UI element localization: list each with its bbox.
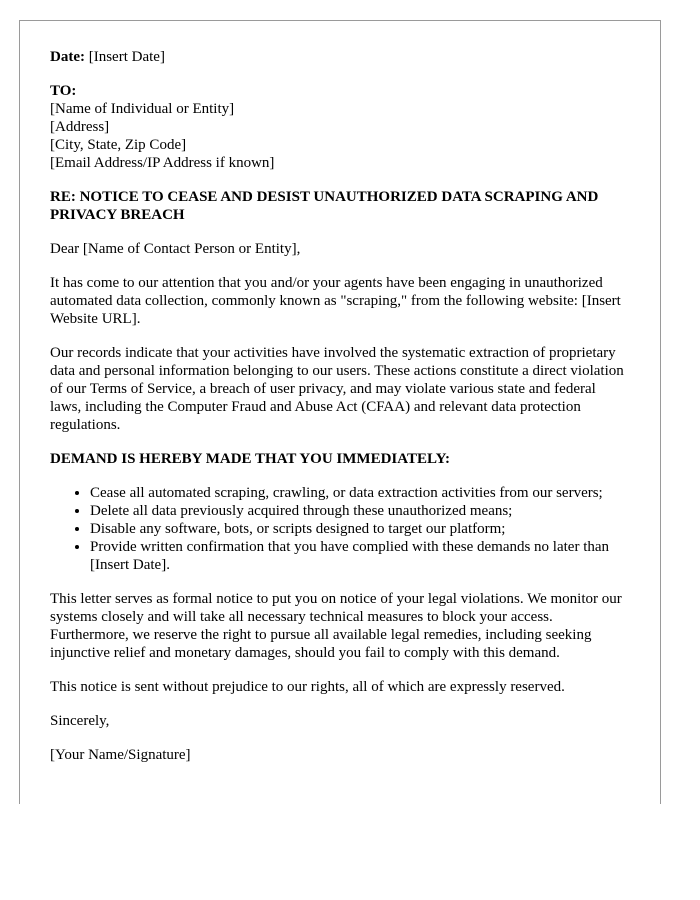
recipient-city-state-zip: [City, State, Zip Code] (50, 137, 187, 153)
date-line (50, 48, 630, 66)
demand-item: • Cease all automated scraping, crawling, or data extraction activities from our servers; (90, 484, 630, 502)
demand-heading: DEMAND IS HEREBY MADE THAT YOU IMMEDIATELY: (50, 451, 451, 467)
body-paragraph-1: It has come to our attention that you and/or your agents have been engaging in unauthorized automated data collection, commonly known as "scraping," from the following website: [Insert Website URL]. (50, 275, 621, 327)
demand-item: • Disable any software, bots, or scripts designed to target our platform; (90, 520, 630, 538)
sign-off: Sincerely, (50, 713, 110, 729)
demand-item: • Provide written confirmation that you have complied with these demands no later than [Insert Date]. (90, 538, 630, 574)
date-value: [Insert Date] (84, 49, 165, 65)
recipient-email-ip: [Email Address/IP Address if known] (50, 155, 275, 171)
signature-placeholder: [Your Name/Signature] (50, 747, 191, 763)
subject-heading: RE: NOTICE TO CEASE AND DESIST UNAUTHORIZED DATA SCRAPING AND PRIVACY BREACH (50, 189, 599, 223)
date-label: Date: (50, 49, 85, 65)
closing-paragraph-2: This notice is sent without prejudice to our rights, all of which are expressly reserved. (50, 679, 565, 695)
recipient-address: [Address] (50, 119, 110, 135)
recipient-block (50, 82, 630, 172)
closing-paragraph-1: This letter serves as formal notice to put you on notice of your legal violations. We monitor our systems closely and will take all necessary technical measures to block your access. Furthermore, we reserve the right to pursue all available legal remedies, including seeking injunctive relief and monetary damages, should you fail to comply with this demand. (50, 591, 622, 661)
demand-item: • Delete all data previously acquired through these unauthorized means; (90, 502, 630, 520)
letter-page (19, 20, 661, 804)
salutation: Dear [Name of Contact Person or Entity], (50, 241, 301, 257)
to-label: TO: (50, 83, 77, 99)
demand-list (50, 484, 630, 574)
body-paragraph-2: Our records indicate that your activities have involved the systematic extraction of proprietary data and personal information belonging to our users. These actions constitute a direct violation of our Terms of Service, a breach of user privacy, and may violate various state and federal laws, including the Computer Fraud and Abuse Act (CFAA) and relevant data protection regulations. (50, 345, 624, 433)
recipient-name: [Name of Individual or Entity] (50, 101, 235, 117)
